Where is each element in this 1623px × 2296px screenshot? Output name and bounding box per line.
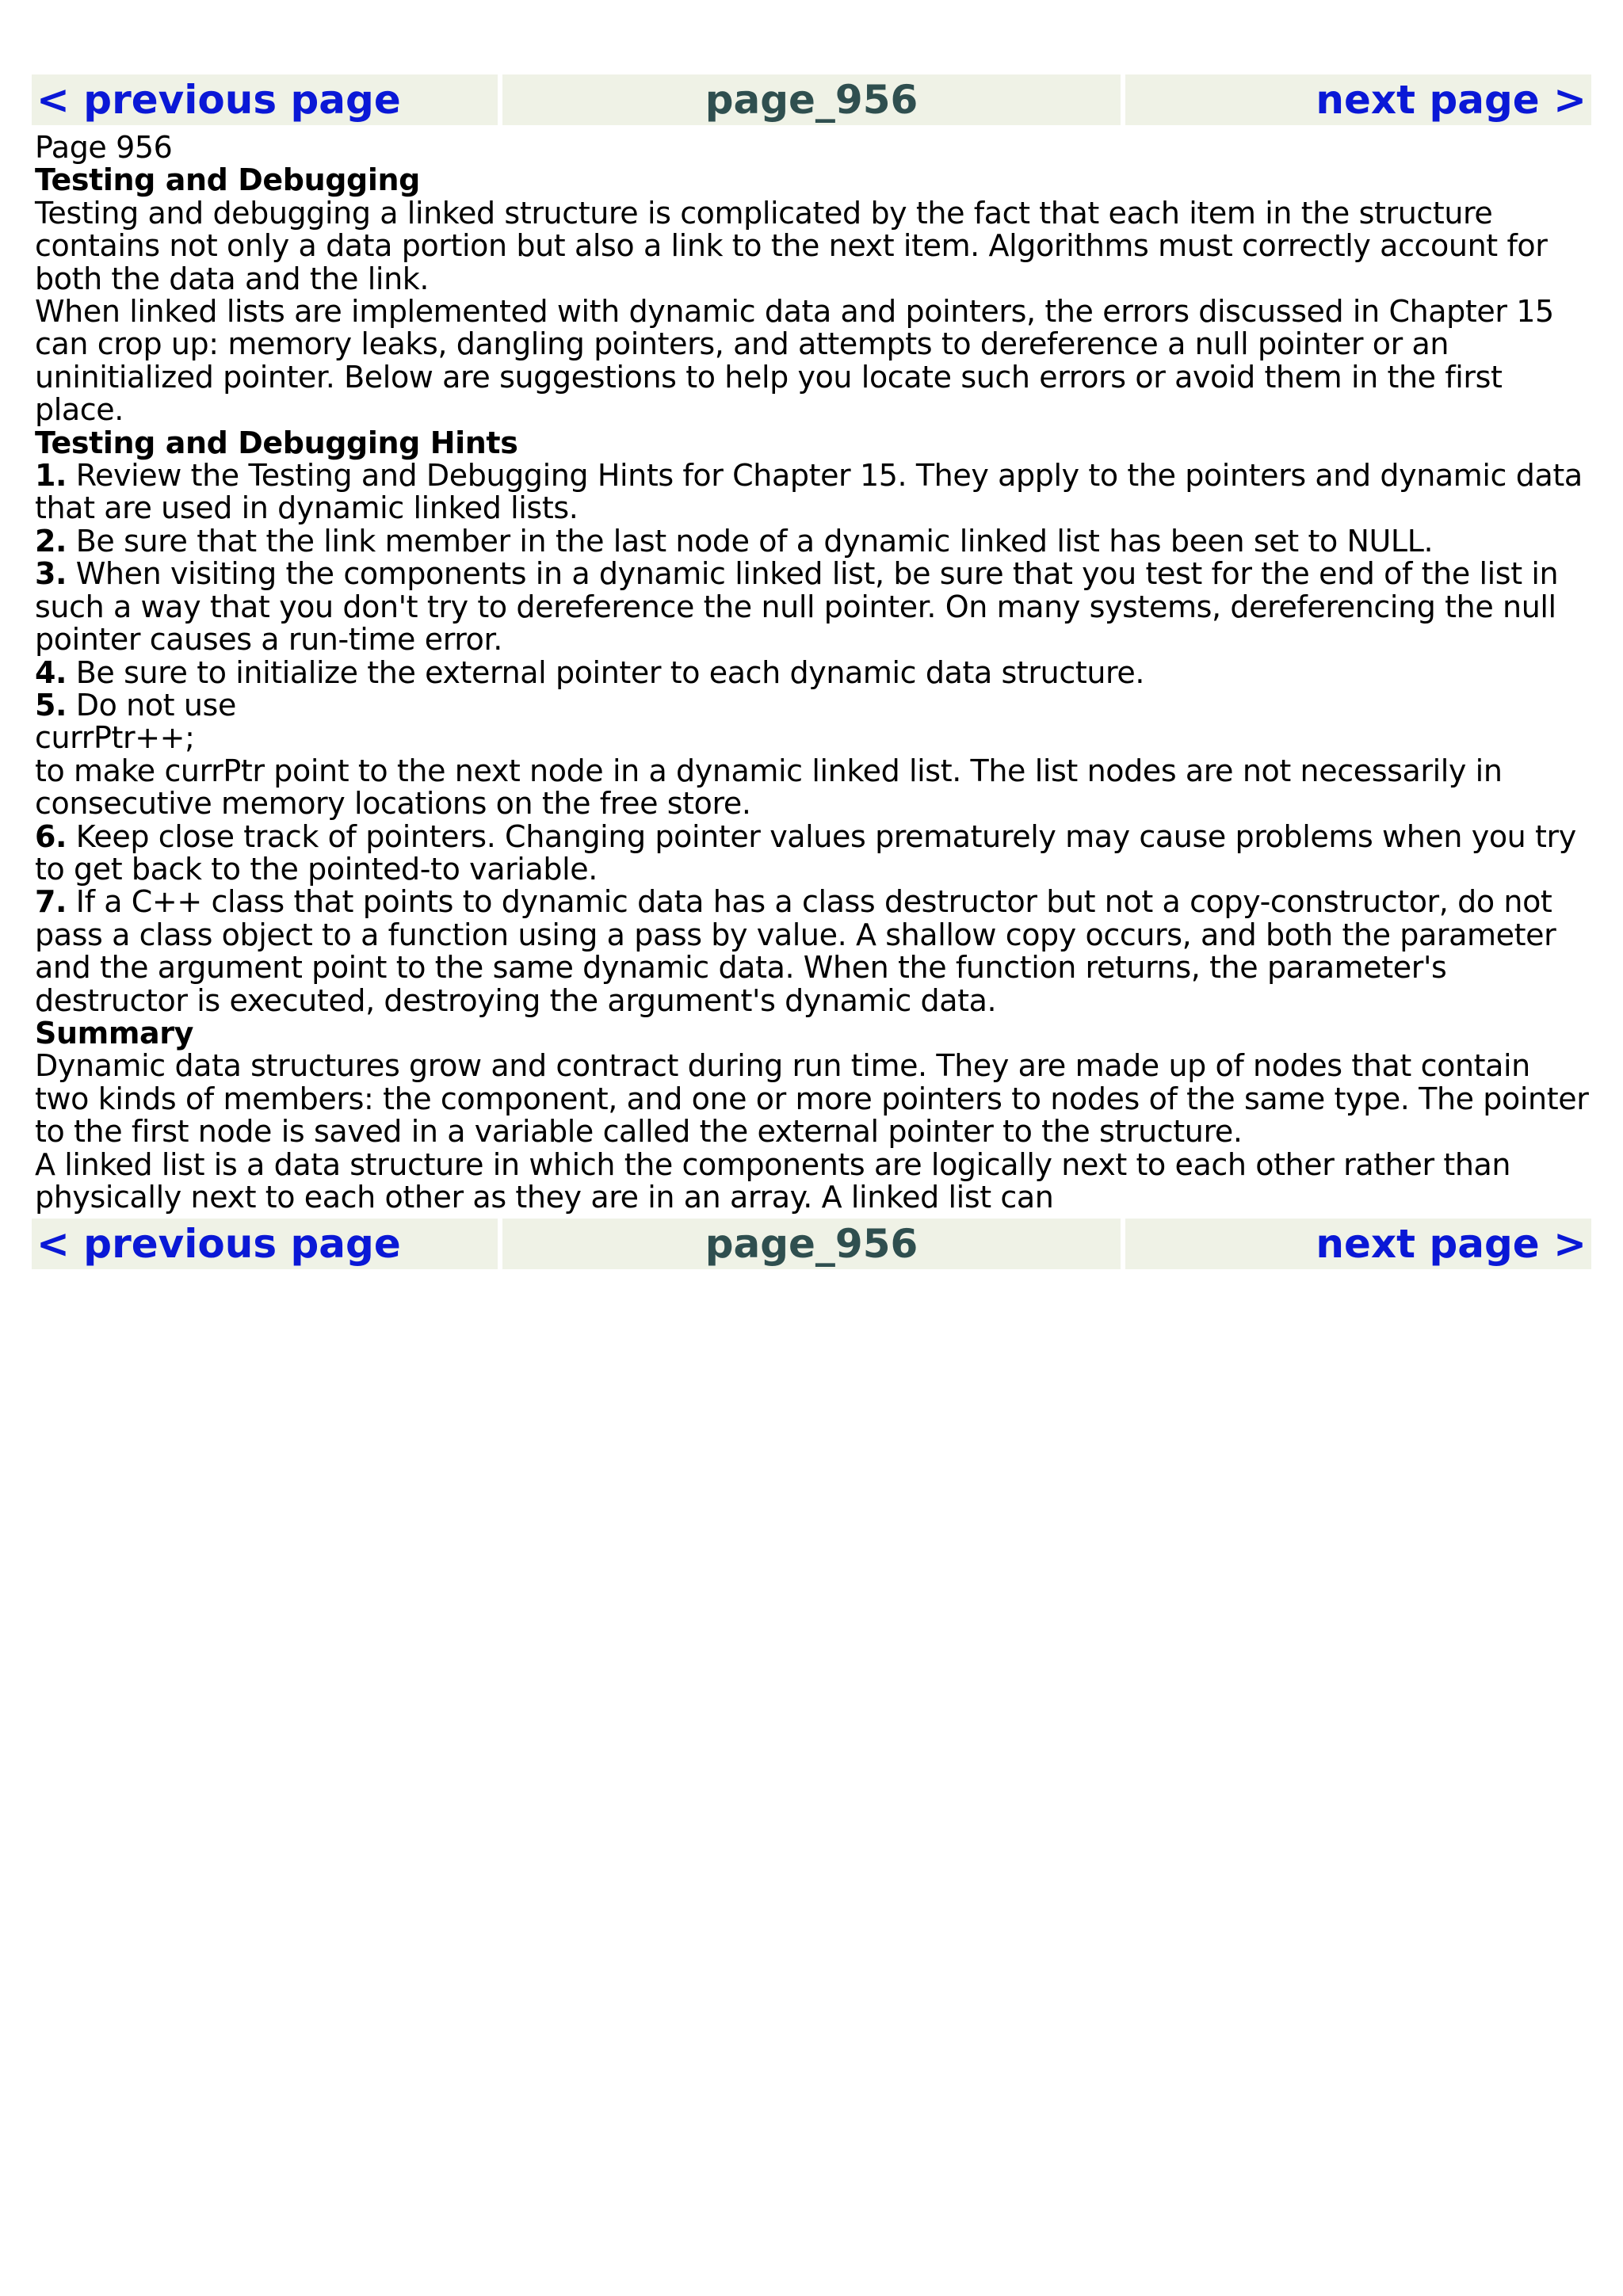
- top-navigation-bar: [32, 74, 1591, 125]
- heading-summary: Summary: [35, 1015, 193, 1051]
- hint-number: 4.: [35, 654, 67, 690]
- hint-number: 1.: [35, 458, 67, 494]
- hint-item-3: [35, 558, 1591, 656]
- hint-text: Review the Testing and Debugging Hints for Chapter 15. They apply to the pointers and dynamic data that are used in dynamic linked lists.: [35, 458, 1583, 526]
- heading-testing-and-debugging: Testing and Debugging: [35, 162, 420, 198]
- hint-text: Be sure that the link member in the last node of a dynamic linked list has been set to NULL.: [67, 523, 1434, 559]
- hint-item-7: [35, 886, 1591, 1017]
- hint-item-1: [35, 460, 1591, 525]
- bottom-navigation-bar: [32, 1219, 1591, 1269]
- hint-text: When visiting the components in a dynamic linked list, be sure that you test for the end of the list in such a way that you don't try to dereference the null pointer. On many systems, dereferencing the null pointer causes a run-time error.: [35, 556, 1559, 658]
- paragraph-intro: Testing and debugging a linked structure is complicated by the fact that each item in the structure contains not only a data portion but also a link to the next item. Algorithms must correctly account for both the data and the link.: [35, 195, 1548, 296]
- heading-hints: Testing and Debugging Hints: [35, 425, 518, 460]
- page-label: page_956: [502, 74, 1121, 125]
- previous-page-link[interactable]: < previous page: [32, 74, 498, 125]
- page-content: [32, 125, 1591, 1219]
- hint-5-continuation: to make currPtr point to the next node in a dynamic linked list. The list nodes are not necessarily in consecutive memory locations on the free store.: [35, 753, 1503, 822]
- hint-text: Do not use: [67, 687, 236, 723]
- hint-item-6: [35, 818, 1591, 887]
- hint-item-2: [35, 525, 1591, 558]
- hint-number: 5.: [35, 687, 67, 723]
- hint-number: 3.: [35, 556, 67, 592]
- document-page: [32, 74, 1591, 1269]
- hint-text: Be sure to initialize the external pointer to each dynamic data structure.: [67, 654, 1145, 690]
- summary-paragraph-2: A linked list is a data structure in which the components are logically next to each other rather than physically next to each other as they are in an array. A linked list can: [35, 1146, 1511, 1215]
- paragraph-errors: When linked lists are implemented with dynamic data and pointers, the errors discussed in Chapter 15 can crop up: memory leaks, dangling pointers, and attempts to dereference a null pointer or an uninitialized pointer. Below are suggestions to help you locate such errors or avoid them in the first place.: [35, 294, 1554, 428]
- code-snippet: currPtr++;: [35, 720, 195, 756]
- next-page-link[interactable]: next page >: [1125, 1219, 1591, 1269]
- page-label: page_956: [502, 1219, 1121, 1269]
- hint-item-4: [35, 654, 1591, 690]
- summary-paragraph-1: Dynamic data structures grow and contract during run time. They are made up of nodes that contain two kinds of members: the component, and one or more pointers to nodes of the same type. The pointer to the first node is saved in a variable called the external pointer to the structure.: [35, 1048, 1589, 1150]
- hint-text: Keep close track of pointers. Changing pointer values prematurely may cause problems when you try to get back to the pointed-to variable.: [35, 818, 1576, 887]
- hint-number: 2.: [35, 523, 67, 559]
- page-number: Page 956: [35, 130, 173, 165]
- next-page-link[interactable]: next page >: [1125, 74, 1591, 125]
- previous-page-link[interactable]: < previous page: [32, 1219, 498, 1269]
- hint-number: 6.: [35, 818, 67, 854]
- hint-item-5: [35, 689, 1591, 722]
- hint-number: 7.: [35, 884, 67, 920]
- hint-text: If a C++ class that points to dynamic data has a class destructor but not a copy-constructor, do not pass a class object to a function using a pass by value. A shallow copy occurs, and both the parameter and the argument point to the same dynamic data. When the function returns, the parameter's destructor is executed, destroying the argument's dynamic data.: [35, 884, 1556, 1018]
